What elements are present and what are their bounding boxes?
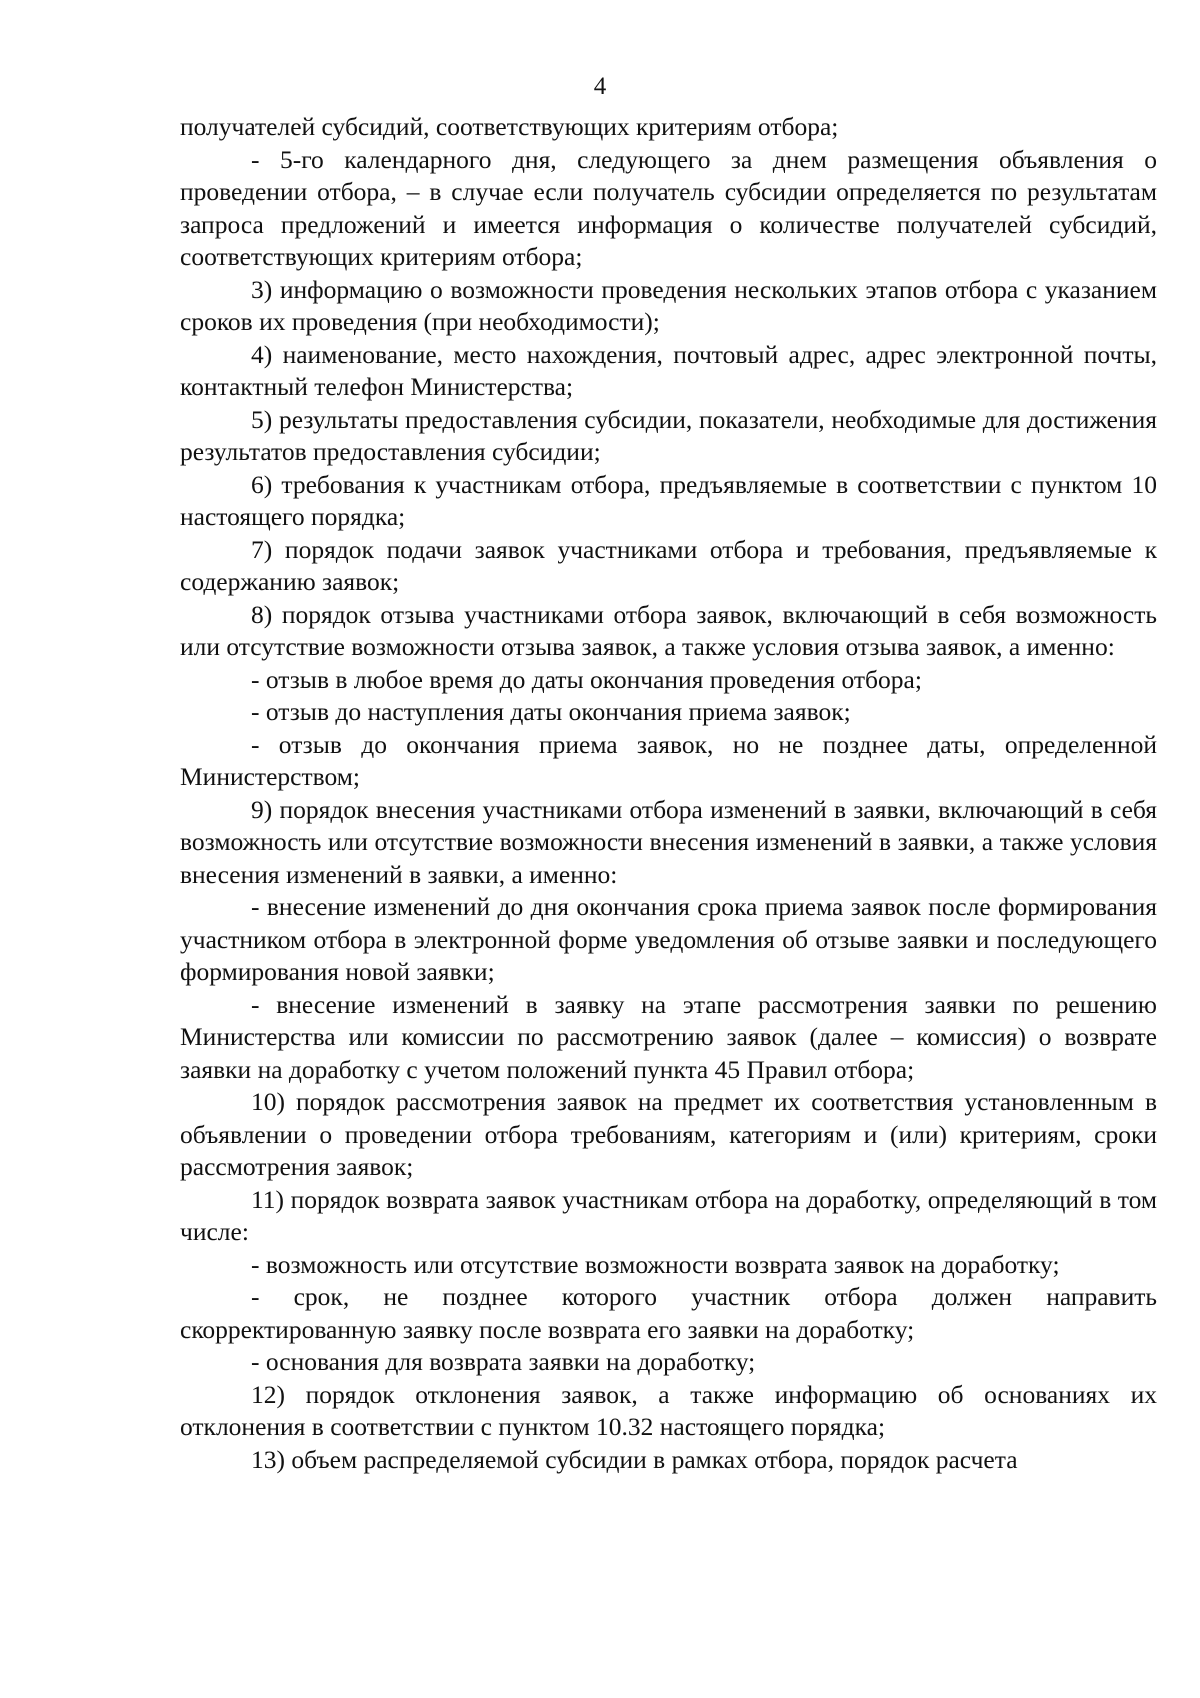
paragraph: получателей субсидий, соответствующих критериям отбора; (180, 112, 839, 141)
document-body (180, 111, 1157, 1476)
paragraph: 5) результаты предоставления субсидии, показатели, необходимые для достижения результатов предоставления субсидии; (180, 404, 1157, 466)
paragraph: - основания для возврата заявки на доработку; (251, 1347, 756, 1376)
paragraph: - отзыв до наступления даты окончания приема заявок; (251, 697, 851, 726)
paragraph: 3) информацию о возможности проведения нескольких этапов отбора с указанием сроков их проведения (при необходимости); (180, 274, 1157, 336)
paragraph: - срок, не позднее которого участник отбора должен направить скорректированную заявку после возврата его заявки на доработку; (180, 1282, 1157, 1344)
paragraph: 13) объем распределяемой субсидии в рамках отбора, порядок расчета (251, 1444, 1018, 1474)
paragraph: 7) порядок подачи заявок участниками отбора и требования, предъявляемые к содержанию заявок; (180, 534, 1157, 596)
paragraph: 6) требования к участникам отбора, предъявляемые в соответствии с пунктом 10 настоящего порядка; (180, 469, 1157, 531)
paragraph: - 5-го календарного дня, следующего за днем размещения объявления о проведении отбора, – в случае если получатель субсидии определяется по результатам запроса предложений и имеется информация о количестве получателей субсидий, соответствующих критериям отбора; (180, 144, 1157, 271)
paragraph: - отзыв до окончания приема заявок, но не позднее даты, определенной Министерством; (180, 729, 1157, 791)
paragraph: 9) порядок внесения участниками отбора изменений в заявки, включающий в себя возможность или отсутствие возможности внесения изменений в заявки, а также условия внесения изменений в заявки, а именно: (180, 794, 1157, 889)
paragraph: 4) наименование, место нахождения, почтовый адрес, адрес электронной почты, контактный телефон Министерства; (180, 339, 1157, 401)
paragraph: 12) порядок отклонения заявок, а также информацию об основаниях их отклонения в соответствии с пунктом 10.32 настоящего порядка; (180, 1379, 1157, 1441)
paragraph: - внесение изменений до дня окончания срока приема заявок после формирования участником отбора в электронной форме уведомления об отзыве заявки и последующего формирования новой заявки; (180, 892, 1157, 986)
paragraph: 8) порядок отзыва участниками отбора заявок, включающий в себя возможность или отсутствие возможности отзыва заявок, а также условия отзыва заявок, а именно: (180, 599, 1157, 661)
paragraph: 11) порядок возврата заявок участникам отбора на доработку, определяющий в том числе: (180, 1184, 1157, 1246)
paragraph: - внесение изменений в заявку на этапе рассмотрения заявки по решению Министерства или комиссии по рассмотрению заявок (далее – комиссия) о возврате заявки на доработку с учетом положений пункта 45 Правил отбора; (180, 989, 1157, 1084)
paragraph: - отзыв в любое время до даты окончания проведения отбора; (251, 664, 922, 694)
paragraph: 10) порядок рассмотрения заявок на предмет их соответствия установленным в объявлении о проведении отбора требованиям, категориям и (или) критериям, сроки рассмотрения заявок; (180, 1087, 1157, 1181)
page-number: 4 (593, 73, 607, 100)
paragraph: - возможность или отсутствие возможности возврата заявок на доработку; (251, 1249, 1060, 1279)
